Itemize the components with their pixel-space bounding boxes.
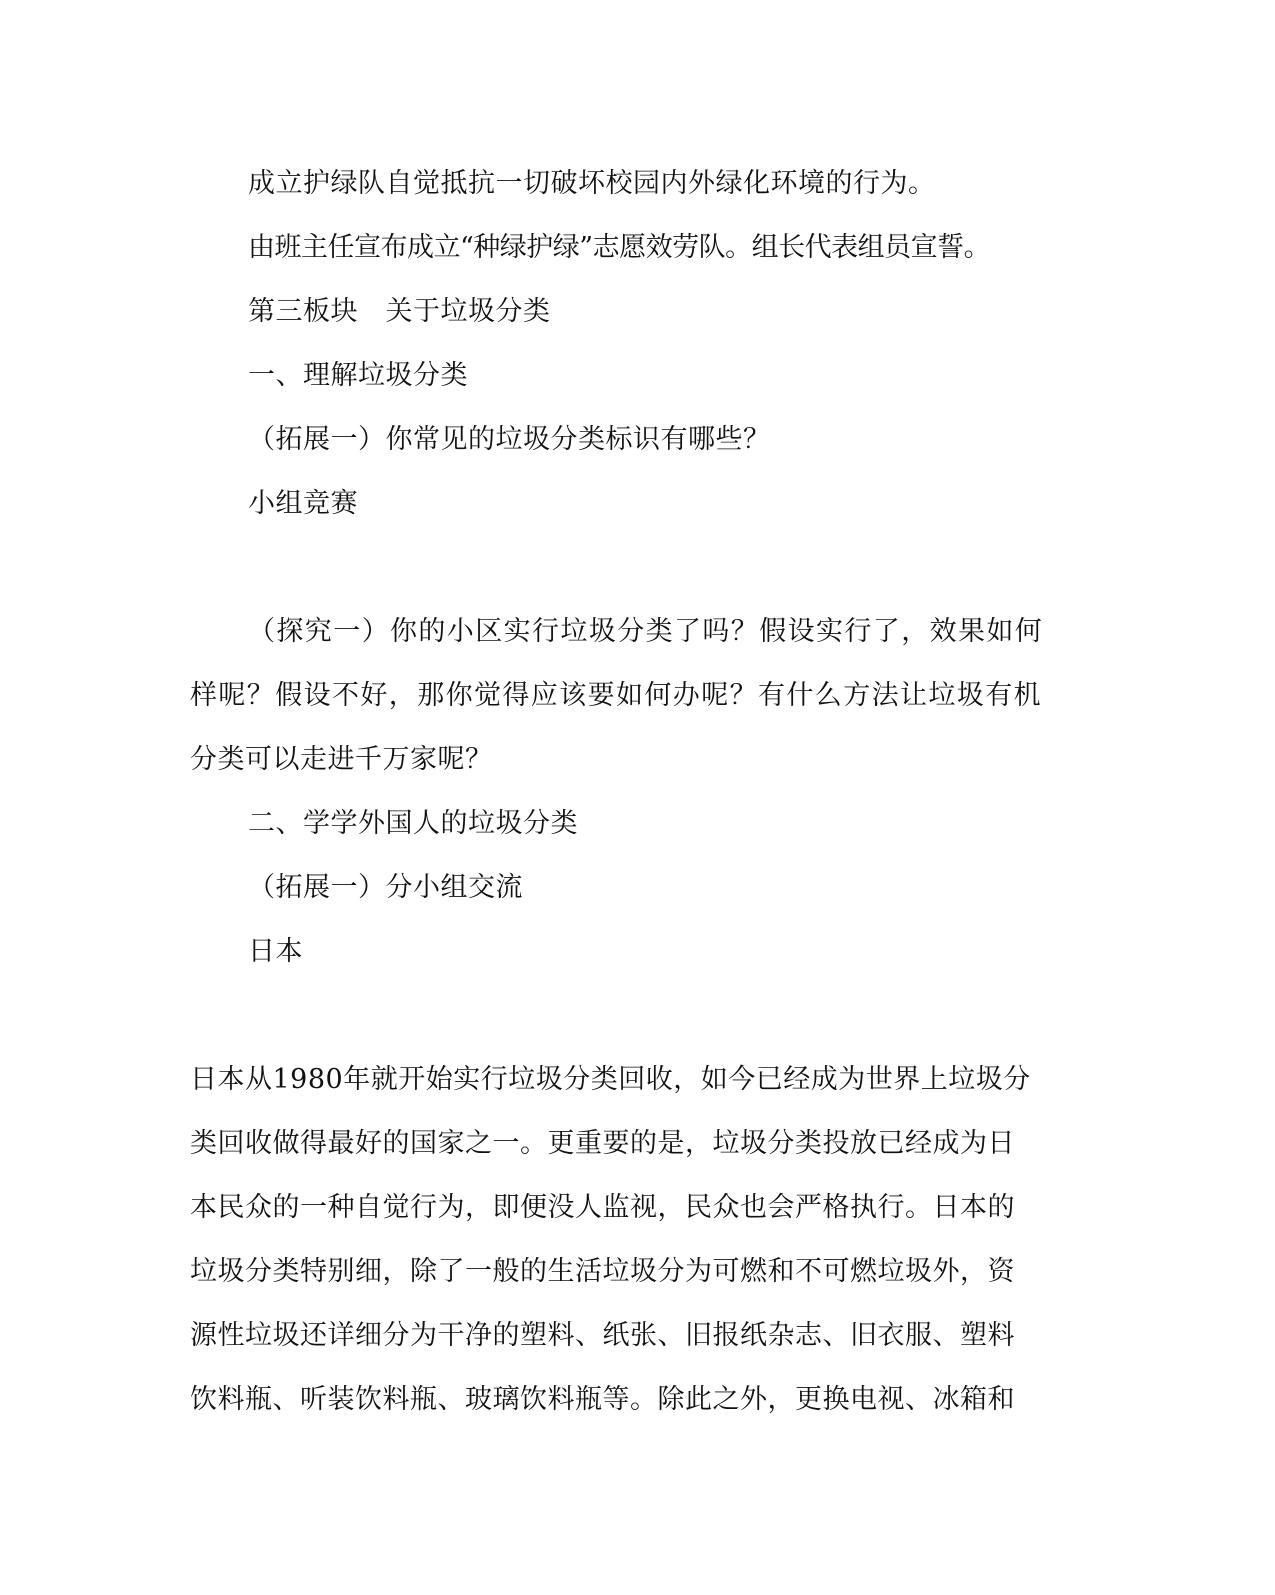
paragraph-line: （拓展一）分小组交流 bbox=[248, 872, 523, 903]
paragraph-line: 源性垃圾还详细分为干净的塑料、纸张、旧报纸杂志、旧衣服、塑料 bbox=[190, 1320, 1015, 1351]
paragraph-line: 饮料瓶、听装饮料瓶、玻璃饮料瓶等。除此之外，更换电视、冰箱和 bbox=[190, 1384, 1015, 1415]
paragraph-line: 垃圾分类特别细，除了一般的生活垃圾分为可燃和不可燃垃圾外，资 bbox=[190, 1256, 1015, 1287]
paragraph-line: 本民众的一种自觉行为，即便没人监视，民众也会严格执行。日本的 bbox=[190, 1192, 1015, 1223]
paragraph-line: （探究一）你的小区实行垃圾分类了吗？假设实行了，效果如何 bbox=[248, 616, 1044, 647]
paragraph-line: 分类可以走进千万家呢？ bbox=[190, 744, 493, 775]
paragraph-line: 日本从1980年就开始实行垃圾分类回收，如今已经成为世界上垃圾分 bbox=[190, 1064, 1031, 1095]
paragraph-line: 小组竞赛 bbox=[248, 488, 358, 519]
paragraph-line: （拓展一）你常见的垃圾分类标识有哪些？ bbox=[248, 424, 771, 455]
subsection-heading: 二、学学外国人的垃圾分类 bbox=[248, 808, 578, 839]
paragraph-line: 由班主任宣布成立“种绿护绿”志愿效劳队。组长代表组员宣誓。 bbox=[248, 232, 991, 263]
paragraph-line: 类回收做得最好的国家之一。更重要的是，垃圾分类投放已经成为日 bbox=[190, 1128, 1015, 1159]
subsection-heading: 一、理解垃圾分类 bbox=[248, 360, 468, 391]
paragraph-line: 样呢？假设不好，那你觉得应该要如何办呢？有什么方法让垃圾有机 bbox=[190, 680, 1042, 711]
section-heading: 第三板块 关于垃圾分类 bbox=[248, 296, 551, 327]
paragraph-line: 日本 bbox=[248, 936, 303, 967]
paragraph-line: 成立护绿队自觉抵抗一切破坏校园内外绿化环境的行为。 bbox=[248, 168, 936, 199]
